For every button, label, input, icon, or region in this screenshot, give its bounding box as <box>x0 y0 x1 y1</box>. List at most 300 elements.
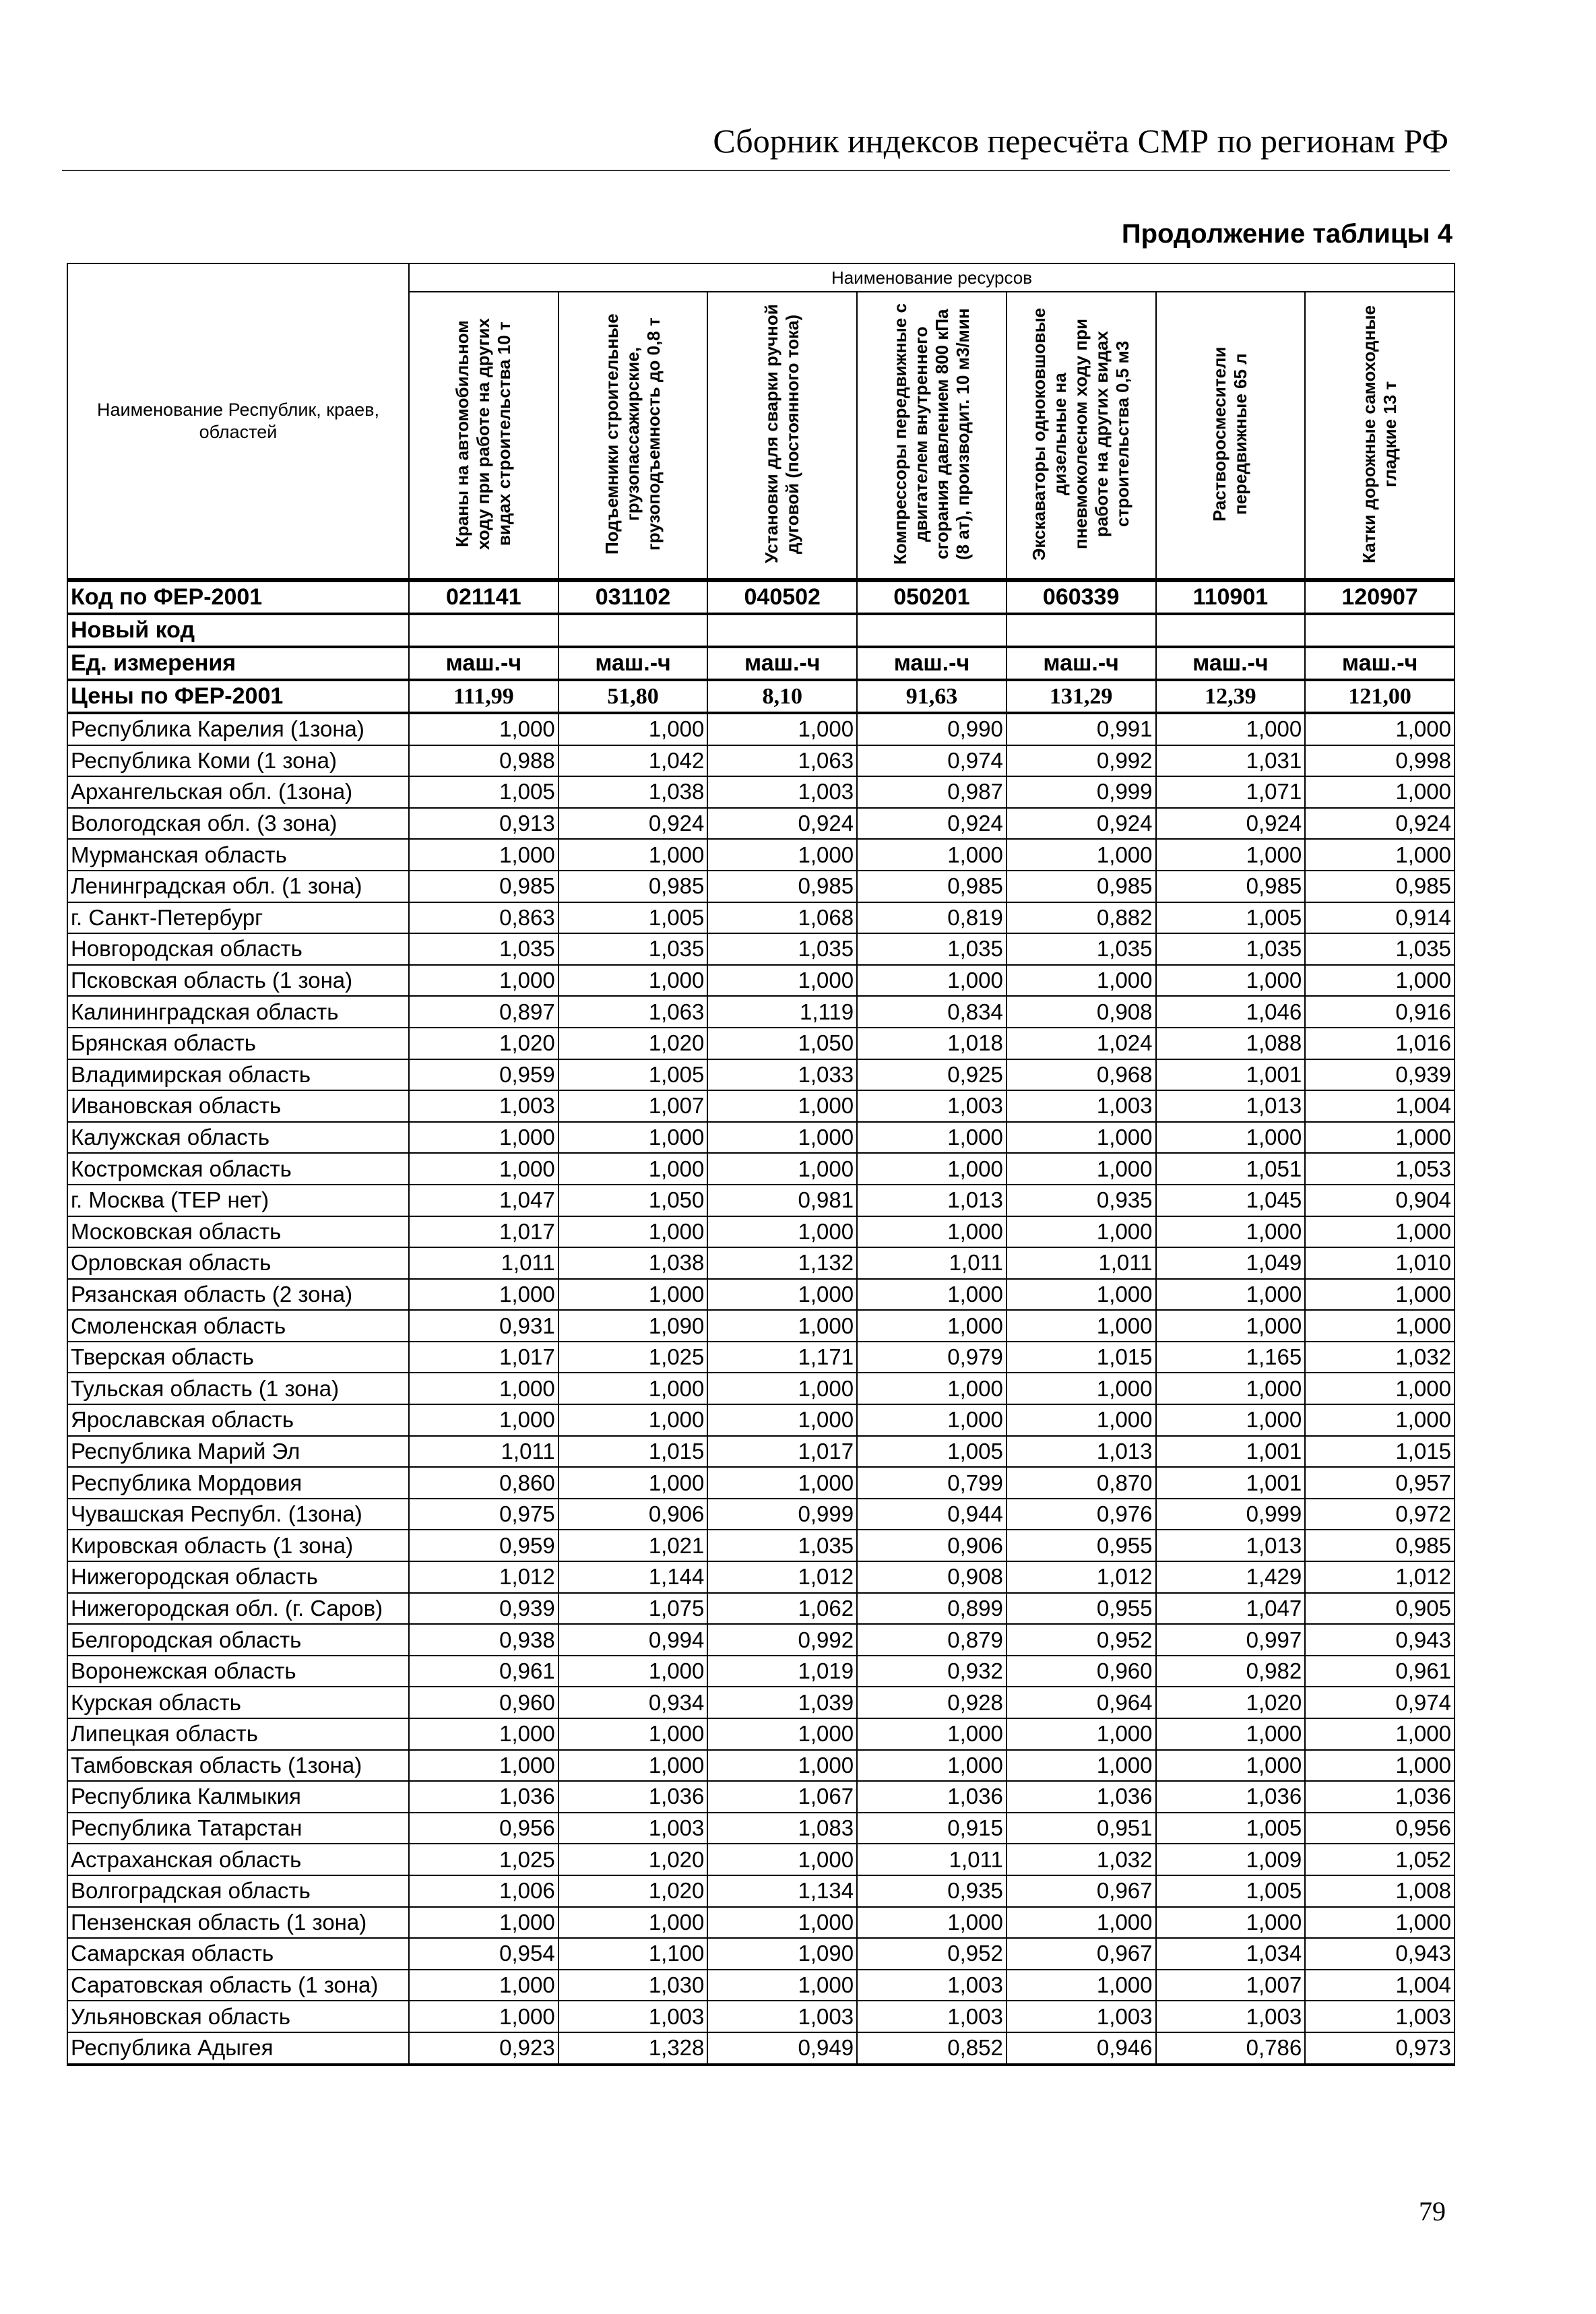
value-cell: 1,000 <box>857 839 1007 871</box>
value-cell: 0,985 <box>707 871 857 902</box>
value-cell: 0,954 <box>409 1938 558 1970</box>
row-label: Код по ФЕР-2001 <box>67 580 409 614</box>
value-cell: 1,017 <box>409 1216 558 1248</box>
row-label: Астраханская область <box>67 1844 409 1875</box>
value-cell: 1,010 <box>1305 1247 1455 1279</box>
row-label: Курская область <box>67 1687 409 1718</box>
table-row <box>67 871 1455 902</box>
row-label: Липецкая область <box>67 1718 409 1750</box>
value-cell: 0,799 <box>857 1467 1007 1499</box>
value-cell: 1,020 <box>558 1875 708 1907</box>
value-cell: 1,001 <box>1156 1059 1306 1091</box>
value-cell: 1,132 <box>707 1247 857 1279</box>
value-cell: 0,908 <box>1007 996 1156 1028</box>
row-label: Республика Мордовия <box>67 1467 409 1499</box>
value-cell: 1,000 <box>1156 1373 1306 1404</box>
value-cell: 021141 <box>409 580 558 614</box>
row-label: Калужская область <box>67 1122 409 1154</box>
value-cell: 110901 <box>1156 580 1306 614</box>
row-label: Ульяновская область <box>67 2001 409 2032</box>
value-cell: 1,047 <box>1156 1593 1306 1625</box>
table-continuation-label: Продолжение таблицы 4 <box>1121 219 1453 249</box>
value-cell: 0,949 <box>707 2032 857 2065</box>
value-cell: 1,000 <box>707 1122 857 1154</box>
value-cell: 0,786 <box>1156 2032 1306 2065</box>
value-cell: 0,956 <box>1305 1813 1455 1844</box>
value-cell: 0,924 <box>1305 808 1455 840</box>
value-cell: 1,000 <box>857 1907 1007 1939</box>
value-cell: 1,003 <box>857 1970 1007 2001</box>
table-row <box>67 1436 1455 1468</box>
value-cell: 0,999 <box>707 1499 857 1530</box>
row-label: Ед. измерения <box>67 647 409 680</box>
value-cell: 1,134 <box>707 1875 857 1907</box>
value-cell: 1,011 <box>1007 1247 1156 1279</box>
value-cell: 0,935 <box>857 1875 1007 1907</box>
value-cell: 1,000 <box>707 1310 857 1342</box>
resource-column-label: Катки дорожные самоходные гладкие 13 т <box>1359 304 1401 563</box>
value-cell: 1,005 <box>1156 902 1306 934</box>
table-row <box>67 1122 1455 1154</box>
value-cell: 1,045 <box>1156 1185 1306 1216</box>
row-label: Новгородская область <box>67 933 409 965</box>
value-cell: 1,000 <box>707 1907 857 1939</box>
value-cell: 0,957 <box>1305 1467 1455 1499</box>
value-cell: 1,001 <box>1156 1467 1306 1499</box>
row-label: Чувашская Республ. (1зона) <box>67 1499 409 1530</box>
value-cell: 1,000 <box>1305 1718 1455 1750</box>
value-cell: 0,960 <box>409 1687 558 1718</box>
table-row <box>67 1185 1455 1216</box>
value-cell: 1,000 <box>1007 1373 1156 1404</box>
value-cell <box>1305 614 1455 647</box>
value-cell: 1,053 <box>1305 1153 1455 1185</box>
value-cell: 1,000 <box>1007 1122 1156 1154</box>
row-label: Воронежская область <box>67 1656 409 1687</box>
value-cell: 1,015 <box>1007 1342 1156 1373</box>
resource-column-header <box>857 292 1007 580</box>
value-cell: 1,000 <box>409 965 558 997</box>
value-cell: 1,036 <box>409 1781 558 1813</box>
value-cell: 1,000 <box>409 1279 558 1311</box>
value-cell: 1,000 <box>409 1373 558 1404</box>
value-cell: 0,925 <box>857 1059 1007 1091</box>
value-cell: 1,013 <box>1156 1090 1306 1122</box>
value-cell: 1,000 <box>857 1750 1007 1782</box>
value-cell: 040502 <box>707 580 857 614</box>
value-cell: 1,000 <box>409 1970 558 2001</box>
value-cell: 0,951 <box>1007 1813 1156 1844</box>
value-cell <box>409 614 558 647</box>
value-cell: 0,915 <box>857 1813 1007 1844</box>
value-cell: 1,000 <box>857 1718 1007 1750</box>
value-cell: 1,000 <box>1156 1718 1306 1750</box>
value-cell: 1,000 <box>1156 839 1306 871</box>
value-cell: 1,019 <box>707 1656 857 1687</box>
value-cell: 1,035 <box>558 933 708 965</box>
value-cell: 1,013 <box>1156 1530 1306 1561</box>
value-cell: 1,004 <box>1305 1970 1455 2001</box>
value-cell: 1,000 <box>558 1153 708 1185</box>
value-cell: 1,009 <box>1156 1844 1306 1875</box>
value-cell: 0,999 <box>1007 776 1156 808</box>
table-row <box>67 933 1455 965</box>
table-row <box>67 996 1455 1028</box>
value-cell: 1,003 <box>857 1090 1007 1122</box>
value-cell: 1,000 <box>409 1750 558 1782</box>
row-label: Республика Калмыкия <box>67 1781 409 1813</box>
value-cell: 0,924 <box>1007 808 1156 840</box>
row-label: Вологодская обл. (3 зона) <box>67 808 409 840</box>
value-cell: 0,934 <box>558 1687 708 1718</box>
table-row <box>67 1247 1455 1279</box>
table-row <box>67 1624 1455 1656</box>
value-cell: 1,024 <box>1007 1028 1156 1059</box>
row-label: Смоленская область <box>67 1310 409 1342</box>
value-cell: 1,071 <box>1156 776 1306 808</box>
value-cell: 1,000 <box>409 713 558 745</box>
value-cell: 0,998 <box>1305 745 1455 777</box>
row-label: Брянская область <box>67 1028 409 1059</box>
value-cell: 1,000 <box>1156 1310 1306 1342</box>
value-cell: 1,011 <box>857 1844 1007 1875</box>
row-label: Псковская область (1 зона) <box>67 965 409 997</box>
value-cell: 0,908 <box>857 1561 1007 1593</box>
value-cell: 1,003 <box>1305 2001 1455 2032</box>
value-cell: 1,032 <box>1007 1844 1156 1875</box>
value-cell: 1,088 <box>1156 1028 1306 1059</box>
value-cell: 1,003 <box>558 1813 708 1844</box>
table-row <box>67 1750 1455 1782</box>
value-cell: 1,000 <box>1007 1153 1156 1185</box>
table-row <box>67 808 1455 840</box>
value-cell: 1,016 <box>1305 1028 1455 1059</box>
row-label: Нижегородская обл. (г. Саров) <box>67 1593 409 1625</box>
value-cell: 0,985 <box>857 871 1007 902</box>
value-cell: 120907 <box>1305 580 1455 614</box>
value-cell: 1,011 <box>409 1247 558 1279</box>
table-row <box>67 1216 1455 1248</box>
value-cell: 1,063 <box>558 996 708 1028</box>
value-cell: 0,899 <box>857 1593 1007 1625</box>
table-row <box>67 1907 1455 1939</box>
value-cell: 1,018 <box>857 1028 1007 1059</box>
value-cell: 0,906 <box>558 1499 708 1530</box>
value-cell: 0,959 <box>409 1530 558 1561</box>
value-cell: 1,000 <box>409 1153 558 1185</box>
value-cell: 1,119 <box>707 996 857 1028</box>
value-cell: 1,008 <box>1305 1875 1455 1907</box>
value-cell: 0,943 <box>1305 1624 1455 1656</box>
document-title: Сборник индексов пересчёта СМР по регионам РФ <box>713 122 1448 160</box>
value-cell: 1,090 <box>558 1310 708 1342</box>
value-cell: 1,035 <box>409 933 558 965</box>
row-label: Орловская область <box>67 1247 409 1279</box>
resource-column-header <box>1007 292 1156 580</box>
value-cell: 1,000 <box>707 1467 857 1499</box>
value-cell: 1,012 <box>1305 1561 1455 1593</box>
value-cell: 1,083 <box>707 1813 857 1844</box>
table-row <box>67 1593 1455 1625</box>
value-cell: 1,035 <box>1305 933 1455 965</box>
row-label: г. Санкт-Петербург <box>67 902 409 934</box>
value-cell <box>707 614 857 647</box>
value-cell: 1,000 <box>1007 1310 1156 1342</box>
value-cell <box>558 614 708 647</box>
value-cell: 1,000 <box>558 965 708 997</box>
table-row <box>67 1310 1455 1342</box>
value-cell: 1,034 <box>1156 1938 1306 1970</box>
value-cell: 1,171 <box>707 1342 857 1373</box>
table-row <box>67 1718 1455 1750</box>
value-cell: 1,000 <box>558 1750 708 1782</box>
value-cell: 1,003 <box>857 2001 1007 2032</box>
row-label: Волгоградская область <box>67 1875 409 1907</box>
row-label: Ивановская область <box>67 1090 409 1122</box>
value-cell: 1,000 <box>409 1718 558 1750</box>
value-cell: 1,000 <box>707 839 857 871</box>
table-row <box>67 965 1455 997</box>
value-cell: 0,967 <box>1007 1875 1156 1907</box>
value-cell: 1,036 <box>857 1781 1007 1813</box>
row-label: Республика Карелия (1зона) <box>67 713 409 745</box>
value-cell: 1,000 <box>558 713 708 745</box>
value-cell: 1,000 <box>1305 1122 1455 1154</box>
value-cell: 1,030 <box>558 1970 708 2001</box>
value-cell: 1,025 <box>558 1342 708 1373</box>
table-row <box>67 1342 1455 1373</box>
value-cell: 1,046 <box>1156 996 1306 1028</box>
row-label: Владимирская область <box>67 1059 409 1091</box>
table-row <box>67 745 1455 777</box>
value-cell: 1,000 <box>1305 1279 1455 1311</box>
value-cell: 1,000 <box>707 1153 857 1185</box>
value-cell: 1,068 <box>707 902 857 934</box>
value-cell: 1,001 <box>1156 1436 1306 1468</box>
table-body <box>67 580 1455 2065</box>
value-cell: 1,000 <box>1156 713 1306 745</box>
value-cell: 1,005 <box>409 776 558 808</box>
resource-column-header <box>409 292 558 580</box>
value-cell: 1,011 <box>857 1247 1007 1279</box>
value-cell: 1,000 <box>1156 1907 1306 1939</box>
resource-column-header <box>1156 292 1306 580</box>
value-cell: 1,000 <box>857 1122 1007 1154</box>
value-cell: 1,032 <box>1305 1342 1455 1373</box>
table-row <box>67 1530 1455 1561</box>
table-row <box>67 1970 1455 2001</box>
value-cell: 1,000 <box>1305 713 1455 745</box>
value-cell: 1,063 <box>707 745 857 777</box>
row-label: Рязанская область (2 зона) <box>67 1279 409 1311</box>
regional-index-table <box>67 263 1455 2066</box>
value-cell: 1,015 <box>558 1436 708 1468</box>
value-cell: 0,944 <box>857 1499 1007 1530</box>
table-row <box>67 1499 1455 1530</box>
table-row <box>67 1844 1455 1875</box>
table-row <box>67 1373 1455 1404</box>
value-cell: 1,042 <box>558 745 708 777</box>
value-cell: маш.-ч <box>1305 647 1455 680</box>
value-cell: 1,005 <box>1156 1875 1306 1907</box>
value-cell: 0,923 <box>409 2032 558 2065</box>
value-cell: 1,075 <box>558 1593 708 1625</box>
value-cell: 0,992 <box>707 1624 857 1656</box>
value-cell: 1,000 <box>707 713 857 745</box>
table-row <box>67 1467 1455 1499</box>
table-row <box>67 1279 1455 1311</box>
value-cell <box>1156 614 1306 647</box>
row-label: Самарская область <box>67 1938 409 1970</box>
row-label: Архангельская обл. (1зона) <box>67 776 409 808</box>
value-cell: 0,961 <box>1305 1656 1455 1687</box>
value-cell: 1,013 <box>1007 1436 1156 1468</box>
value-cell: 1,000 <box>857 1310 1007 1342</box>
value-cell: 0,981 <box>707 1185 857 1216</box>
value-cell: 1,031 <box>1156 745 1306 777</box>
value-cell: маш.-ч <box>857 647 1007 680</box>
table-row <box>67 1404 1455 1436</box>
value-cell: 1,012 <box>1007 1561 1156 1593</box>
value-cell: 1,000 <box>1305 965 1455 997</box>
value-cell: 1,000 <box>1007 1970 1156 2001</box>
value-cell: 0,985 <box>558 871 708 902</box>
row-label: Костромская область <box>67 1153 409 1185</box>
value-cell: 1,000 <box>707 1970 857 2001</box>
row-label: г. Москва (ТЕР нет) <box>67 1185 409 1216</box>
row-label: Московская область <box>67 1216 409 1248</box>
value-cell: 0,994 <box>558 1624 708 1656</box>
value-cell: 0,913 <box>409 808 558 840</box>
value-cell: 0,979 <box>857 1342 1007 1373</box>
value-cell: 1,067 <box>707 1781 857 1813</box>
region-column-header: Наименование Республик, краев, областей <box>67 263 409 580</box>
value-cell: 1,000 <box>857 1279 1007 1311</box>
value-cell: 1,090 <box>707 1938 857 1970</box>
value-cell: 0,905 <box>1305 1593 1455 1625</box>
value-cell: 0,974 <box>857 745 1007 777</box>
value-cell: 1,000 <box>857 965 1007 997</box>
value-cell: 1,039 <box>707 1687 857 1718</box>
value-cell: маш.-ч <box>707 647 857 680</box>
value-cell: 1,000 <box>1305 1216 1455 1248</box>
value-cell: 0,924 <box>857 808 1007 840</box>
value-cell: 111,99 <box>409 680 558 713</box>
table-row <box>67 1875 1455 1907</box>
table-row <box>67 776 1455 808</box>
value-cell: 1,000 <box>707 965 857 997</box>
value-cell: 1,000 <box>707 1373 857 1404</box>
value-cell: 1,035 <box>707 933 857 965</box>
value-cell: 0,863 <box>409 902 558 934</box>
row-label: Нижегородская область <box>67 1561 409 1593</box>
resource-column-header <box>558 292 708 580</box>
value-cell: 1,000 <box>1007 1216 1156 1248</box>
meta-row <box>67 580 1455 614</box>
value-cell: 1,000 <box>857 1404 1007 1436</box>
value-cell: 1,000 <box>1156 1279 1306 1311</box>
value-cell: 1,005 <box>558 1059 708 1091</box>
resource-column-header <box>1305 292 1455 580</box>
value-cell: 1,003 <box>1156 2001 1306 2032</box>
value-cell: 0,988 <box>409 745 558 777</box>
value-cell: 0,975 <box>409 1499 558 1530</box>
meta-row <box>67 614 1455 647</box>
resource-column-label: Компрессоры передвижные с двигателем внутреннего сгорания давлением 800 кПа (8 ат), производит. 10 м3/мин <box>889 303 973 565</box>
row-label: Тульская область (1 зона) <box>67 1373 409 1404</box>
value-cell: 1,017 <box>409 1342 558 1373</box>
table-row <box>67 2001 1455 2032</box>
value-cell: 1,000 <box>558 1656 708 1687</box>
value-cell: 121,00 <box>1305 680 1455 713</box>
row-label: Республика Марий Эл <box>67 1436 409 1468</box>
row-label: Республика Адыгея <box>67 2032 409 2065</box>
value-cell: 031102 <box>558 580 708 614</box>
value-cell: 1,000 <box>1007 1718 1156 1750</box>
value-cell: 1,011 <box>409 1436 558 1468</box>
value-cell: 1,429 <box>1156 1561 1306 1593</box>
value-cell: 0,982 <box>1156 1656 1306 1687</box>
value-cell: 0,819 <box>857 902 1007 934</box>
value-cell: 1,038 <box>558 776 708 808</box>
value-cell: 1,035 <box>857 933 1007 965</box>
value-cell: 1,003 <box>707 2001 857 2032</box>
value-cell: 1,036 <box>558 1781 708 1813</box>
value-cell: 1,000 <box>558 839 708 871</box>
value-cell: 1,003 <box>558 2001 708 2032</box>
value-cell: 51,80 <box>558 680 708 713</box>
value-cell: 0,834 <box>857 996 1007 1028</box>
value-cell: 1,020 <box>409 1028 558 1059</box>
resource-column-header <box>707 292 857 580</box>
value-cell: 1,000 <box>558 1373 708 1404</box>
row-label: Цены по ФЕР-2001 <box>67 680 409 713</box>
value-cell: 1,000 <box>1007 1404 1156 1436</box>
value-cell: 1,049 <box>1156 1247 1306 1279</box>
value-cell: 1,000 <box>707 1216 857 1248</box>
table-row <box>67 902 1455 934</box>
value-cell: 0,992 <box>1007 745 1156 777</box>
value-cell: 0,967 <box>1007 1938 1156 1970</box>
row-label: Ленинградская обл. (1 зона) <box>67 871 409 902</box>
value-cell: 1,062 <box>707 1593 857 1625</box>
value-cell: маш.-ч <box>1156 647 1306 680</box>
value-cell: 0,985 <box>1305 871 1455 902</box>
value-cell: 1,005 <box>558 902 708 934</box>
value-cell: 1,020 <box>558 1844 708 1875</box>
value-cell: 1,000 <box>1305 1373 1455 1404</box>
value-cell: 0,972 <box>1305 1499 1455 1530</box>
value-cell: 1,000 <box>409 839 558 871</box>
value-cell: 91,63 <box>857 680 1007 713</box>
value-cell: 1,035 <box>1007 933 1156 965</box>
value-cell: 1,000 <box>707 1844 857 1875</box>
value-cell: маш.-ч <box>409 647 558 680</box>
table-row <box>67 1687 1455 1718</box>
value-cell: 1,012 <box>707 1561 857 1593</box>
resource-column-label: Установки для сварки ручной дуговой (постоянного тока) <box>761 304 803 563</box>
value-cell: 1,000 <box>1156 1122 1306 1154</box>
value-cell: 0,985 <box>1007 871 1156 902</box>
row-label: Саратовская область (1 зона) <box>67 1970 409 2001</box>
value-cell: 1,000 <box>1007 965 1156 997</box>
value-cell: 1,000 <box>409 1907 558 1939</box>
value-cell: 1,004 <box>1305 1090 1455 1122</box>
value-cell: 1,036 <box>1156 1781 1306 1813</box>
row-label: Пензенская область (1 зона) <box>67 1907 409 1939</box>
value-cell: 1,020 <box>558 1028 708 1059</box>
value-cell: 0,938 <box>409 1624 558 1656</box>
